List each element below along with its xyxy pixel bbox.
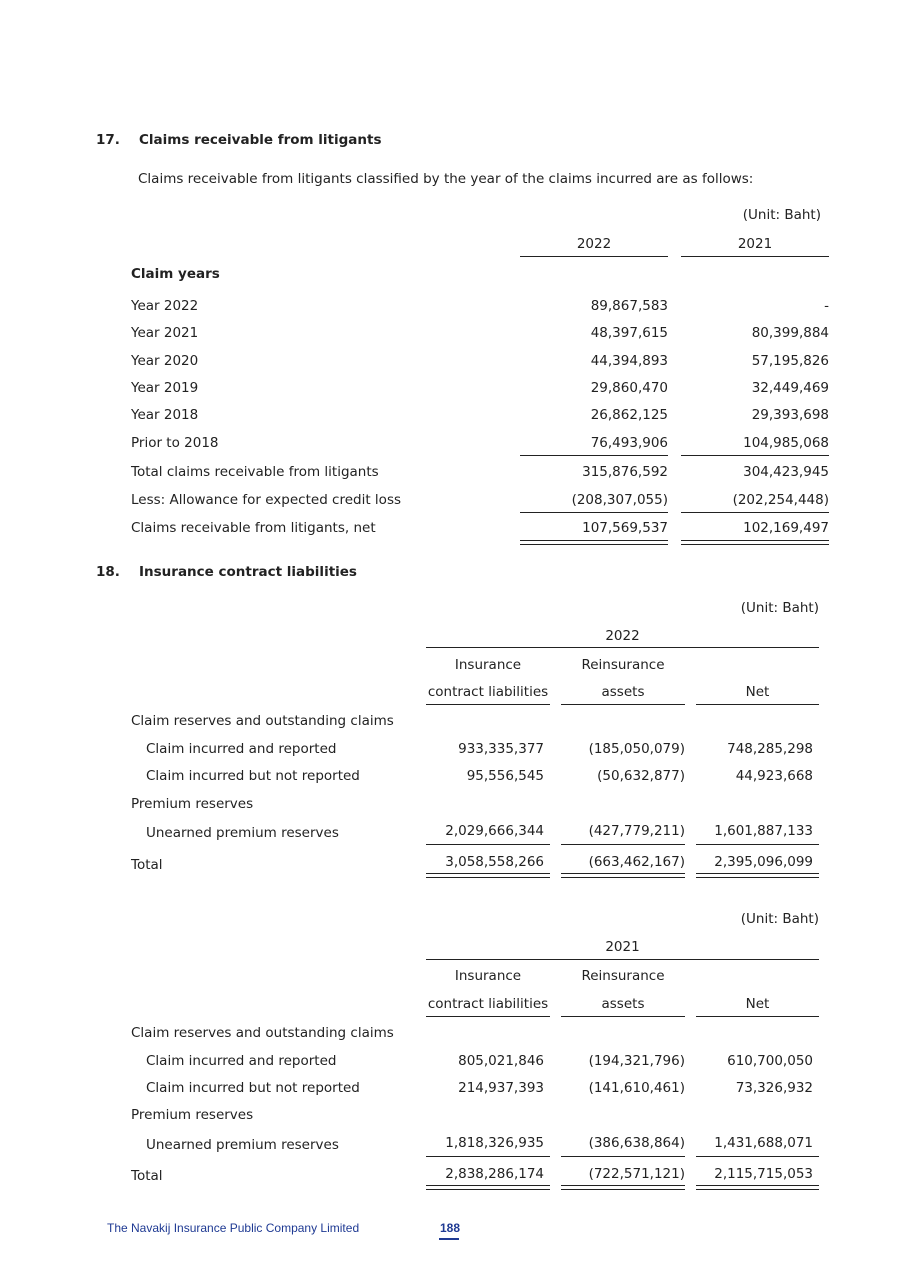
total-insurance: 2,838,286,174 xyxy=(445,1166,544,1182)
value-reinsurance: (50,632,877) xyxy=(597,768,685,784)
value-insurance: 933,335,377 xyxy=(458,741,544,757)
net-rule-2021 xyxy=(681,512,829,513)
value-insurance: 2,029,666,344 xyxy=(445,823,544,839)
col2-header-line1: Reinsurance xyxy=(581,968,665,984)
table-year: 2021 xyxy=(605,939,640,955)
value-insurance: 1,818,326,935 xyxy=(445,1135,544,1151)
col2-header-line1: Reinsurance xyxy=(581,657,665,673)
value-2021: (202,254,448) xyxy=(732,492,829,508)
total-label: Total xyxy=(131,1168,163,1184)
col3-header: Net xyxy=(745,684,770,700)
row-label: Year 2022 xyxy=(131,298,199,314)
value-2022: 48,397,615 xyxy=(590,325,668,341)
value-reinsurance: (185,050,079) xyxy=(588,741,685,757)
group-label: Claim reserves and outstanding claims xyxy=(131,1025,394,1041)
value-2022: 26,862,125 xyxy=(590,407,668,423)
subtotal-rule xyxy=(696,1156,819,1157)
total-label: Total xyxy=(131,857,163,873)
col1-header-line1: Insurance xyxy=(454,657,522,673)
value-net: 1,601,887,133 xyxy=(714,823,813,839)
section-17-intro: Claims receivable from litigants classified by the year of the claims incurred are as follows: xyxy=(138,171,754,187)
total-double-rule xyxy=(696,873,819,878)
claim-years-heading: Claim years xyxy=(131,266,220,282)
row-label: Year 2019 xyxy=(131,380,199,396)
value-insurance: 805,021,846 xyxy=(458,1053,544,1069)
value-2021: 80,399,884 xyxy=(751,325,829,341)
subtotal-rule xyxy=(426,1156,550,1157)
row-label: Less: Allowance for expected credit loss xyxy=(131,492,402,508)
value-net: 1,431,688,071 xyxy=(714,1135,813,1151)
col1-header-rule xyxy=(426,704,550,705)
section-17-number: 17. xyxy=(96,132,120,148)
col1-header-rule xyxy=(426,1016,550,1017)
value-2021: 304,423,945 xyxy=(743,464,829,480)
footer-company-name: The Navakij Insurance Public Company Limited xyxy=(107,1221,360,1235)
value-reinsurance: (427,779,211) xyxy=(588,823,685,839)
subtotal-rule xyxy=(561,1156,685,1157)
year-rule xyxy=(426,647,819,648)
row-label: Prior to 2018 xyxy=(131,435,219,451)
value-net: 44,923,668 xyxy=(735,768,813,784)
total-double-rule-2022 xyxy=(520,540,668,545)
col-header-2022: 2022 xyxy=(576,236,612,252)
year-rule xyxy=(426,959,819,960)
row-label: Year 2018 xyxy=(131,407,199,423)
value-reinsurance: (141,610,461) xyxy=(588,1080,685,1096)
subtotal-rule xyxy=(696,844,819,845)
value-2022: 315,876,592 xyxy=(582,464,668,480)
section-17-unit: (Unit: Baht) xyxy=(742,207,821,223)
value-reinsurance: (194,321,796) xyxy=(588,1053,685,1069)
col3-header-rule xyxy=(696,704,819,705)
row-label: Year 2021 xyxy=(131,325,199,341)
total-double-rule xyxy=(561,1185,685,1190)
value-reinsurance: (386,638,864) xyxy=(588,1135,685,1151)
col3-header-rule xyxy=(696,1016,819,1017)
value-2021: - xyxy=(824,298,829,314)
row-label: Claims receivable from litigants, net xyxy=(131,520,376,536)
section-18-number: 18. xyxy=(96,564,120,580)
col2-header-rule xyxy=(561,704,685,705)
total-double-rule xyxy=(696,1185,819,1190)
total-double-rule xyxy=(426,1185,550,1190)
table-unit: (Unit: Baht) xyxy=(740,600,819,616)
subtotal-rule xyxy=(426,844,550,845)
col2-header-line2: assets xyxy=(601,996,645,1012)
value-insurance: 214,937,393 xyxy=(458,1080,544,1096)
row-label: Claim incurred and reported xyxy=(146,741,337,757)
group-label: Premium reserves xyxy=(131,1107,254,1123)
row-label: Total claims receivable from litigants xyxy=(131,464,379,480)
total-net: 2,395,096,099 xyxy=(714,854,813,870)
value-2022: 76,493,906 xyxy=(590,435,668,451)
col1-header-line2: contract liabilities xyxy=(427,684,549,700)
value-2021: 29,393,698 xyxy=(751,407,829,423)
total-double-rule xyxy=(561,873,685,878)
value-insurance: 95,556,545 xyxy=(466,768,544,784)
page-number: 188 xyxy=(440,1221,461,1235)
col2-header-rule xyxy=(561,1016,685,1017)
section-18-title: Insurance contract liabilities xyxy=(139,564,357,580)
value-2022: 89,867,583 xyxy=(590,298,668,314)
col3-header: Net xyxy=(745,996,770,1012)
header-rule-2022 xyxy=(520,256,668,257)
value-2021: 102,169,497 xyxy=(743,520,829,536)
col1-header-line1: Insurance xyxy=(454,968,522,984)
value-2021: 32,449,469 xyxy=(751,380,829,396)
row-label: Claim incurred but not reported xyxy=(146,768,360,784)
row-label: Unearned premium reserves xyxy=(146,1137,339,1153)
value-2021: 57,195,826 xyxy=(751,353,829,369)
col-header-2021: 2021 xyxy=(737,236,773,252)
row-label: Claim incurred but not reported xyxy=(146,1080,360,1096)
total-net: 2,115,715,053 xyxy=(714,1166,813,1182)
value-2021: 104,985,068 xyxy=(743,435,829,451)
value-2022: 44,394,893 xyxy=(590,353,668,369)
value-net: 73,326,932 xyxy=(735,1080,813,1096)
value-2022: 107,569,537 xyxy=(582,520,668,536)
total-reinsurance: (722,571,121) xyxy=(588,1166,685,1182)
subtotal-rule-2022 xyxy=(520,455,668,456)
value-2022: 29,860,470 xyxy=(590,380,668,396)
row-label: Unearned premium reserves xyxy=(146,825,339,841)
row-label: Claim incurred and reported xyxy=(146,1053,337,1069)
group-label: Claim reserves and outstanding claims xyxy=(131,713,394,729)
page-number-underline xyxy=(439,1238,459,1240)
subtotal-rule xyxy=(561,844,685,845)
col2-header-line2: assets xyxy=(601,684,645,700)
value-net: 748,285,298 xyxy=(727,741,813,757)
total-insurance: 3,058,558,266 xyxy=(445,854,544,870)
section-17-title: Claims receivable from litigants xyxy=(139,132,382,148)
subtotal-rule-2021 xyxy=(681,455,829,456)
table-year: 2022 xyxy=(605,628,640,644)
group-label: Premium reserves xyxy=(131,796,254,812)
total-reinsurance: (663,462,167) xyxy=(588,854,685,870)
table-unit: (Unit: Baht) xyxy=(740,911,819,927)
row-label: Year 2020 xyxy=(131,353,199,369)
value-2022: (208,307,055) xyxy=(571,492,668,508)
col1-header-line2: contract liabilities xyxy=(427,996,549,1012)
net-rule-2022 xyxy=(520,512,668,513)
header-rule-2021 xyxy=(681,256,829,257)
total-double-rule xyxy=(426,873,550,878)
value-net: 610,700,050 xyxy=(727,1053,813,1069)
total-double-rule-2021 xyxy=(681,540,829,545)
